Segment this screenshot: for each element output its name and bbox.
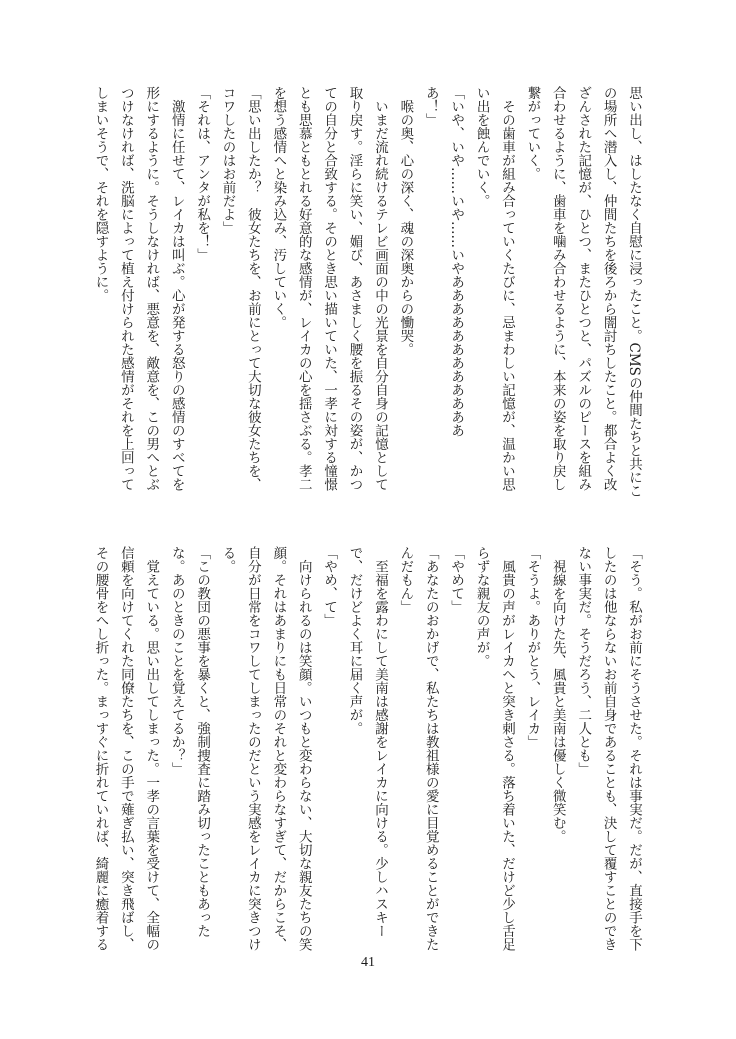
text-line: る。 (219, 546, 236, 573)
text-line: 顔。それはあまりにも日常のそれと変わらなすぎて、だからこそ、 (270, 546, 287, 951)
text-line: 「やめて」 (448, 546, 465, 614)
text-line: したのは他ならないお前自身であることも、決して覆すことのでき (600, 546, 617, 951)
text-line: いまだ流れ続けるテレビ画面の中の光景を自分自身の記憶として (371, 86, 388, 491)
text-line: その腰骨をへし折った。まっすぐに折れていれば、綺麗に癒着する (92, 546, 109, 951)
text-line: その歯車が組み合っていくたびに、忌まわしい記憶が、温かい思 (498, 86, 515, 491)
bottom-text-block (92, 546, 646, 960)
text-line: 「そうよ。ありがとう、レイカ」 (524, 546, 541, 749)
page-number: 41 (361, 955, 375, 970)
text-line: い出を蝕んでいく。 (473, 86, 490, 208)
text-line: 「そう。私がお前にそうさせた。それは事実だ。だが、直接手を下 (626, 546, 642, 951)
text-line: コワしたのはお前だよ」 (219, 86, 236, 235)
text-line: 「いや、いや……いや……いやああああああああああああ (448, 86, 465, 437)
text-line: ざんされた記憶が、ひとつ、またひとつと、パズルのピースを組み (575, 86, 592, 491)
text-line: ての自分と合致する。そのとき思い描いていた、一孝に対する憧憬 (321, 86, 338, 491)
text-line: 自分が日常をコワしてしまったのだという実感をレイカに突きつけ (244, 546, 261, 951)
text-line: 思い出し、はしたなく自慰に浸ったこと。CMSの仲間たちと共にこ (626, 86, 642, 498)
text-line: 「それは、アンタが私を！」 (194, 86, 211, 262)
text-line: ない事実だ。そうだろう、二人とも」 (575, 546, 592, 776)
text-line: 視線を向けた先、風貴と美南は優しく微笑む。 (549, 546, 566, 843)
text-line: しまいそうで、それを隠すように。 (92, 86, 109, 302)
text-line: とも思慕ともとれる好意的な感情が、レイカの心を揺さぶる。孝二 (295, 86, 312, 491)
text-line: 「あなたのおかげで、私たちは教祖様の愛に目覚めることができた (422, 546, 439, 951)
text-line: 合わせるように、歯車を噛み合わせるように、本来の姿を取り戻し (549, 86, 566, 491)
text-line: 覚えている。思い出してしまった。一孝の言葉を受けて、全幅の (143, 546, 160, 951)
top-text-block (92, 86, 646, 500)
text-line: で、だけどよく耳に届く声が。 (346, 546, 363, 735)
text-line: つけなければ、洗脳によって植え付けられた感情がそれを上回って (117, 86, 134, 491)
text-line: 取り戻す。淫らに笑い、媚び、あさましく腰を振るその姿が、かつ (346, 86, 363, 491)
text-line: 信頼を向けてくれた同僚たちを、この手で薙ぎ払い、突き飛ばし、 (117, 546, 134, 951)
text-line: 至福を露わにして美南は感謝をレイカに向ける。少しハスキー (371, 546, 388, 938)
text-line: らずな親友の声が。 (473, 546, 490, 668)
text-line: の場所へ潜入し、仲間たちを後ろから闇討ちしたこと。都合よく改 (600, 86, 617, 491)
text-line: 喉の奥、心の深く、魂の深奥からの慟哭。 (397, 86, 414, 356)
text-line: 「思い出したか？ 彼女たちを、お前にとって大切な彼女たちを、 (244, 86, 261, 491)
text-line: を想う感情へと染み込み、汚していく。 (270, 86, 287, 329)
text-line: んだもん」 (397, 546, 414, 614)
text-line: な。あのときのことを覚えてるか？」 (168, 546, 185, 776)
text-line: 繋がっていく。 (524, 86, 541, 181)
text-line: あ！」 (422, 86, 439, 127)
text-line: 風貴の声がレイカへと突き刺さる。落ち着いた、だけど少し舌足 (498, 546, 515, 951)
text-line: 激情に任せて、レイカは叫ぶ。心が発する怒りの感情のすべてを (168, 86, 185, 491)
text-line: 形にするように。そうしなければ、悪意を、敵意を、この男へとぶ (143, 86, 160, 491)
text-line: 「この教団の悪事を暴くと、強制捜査に踏み切ったこともあった (194, 546, 211, 938)
text-line: 向けられるのは笑顔。いつもと変わらない、大切な親友たちの笑 (295, 546, 312, 951)
text-line: 「やめ、て」 (321, 546, 338, 627)
